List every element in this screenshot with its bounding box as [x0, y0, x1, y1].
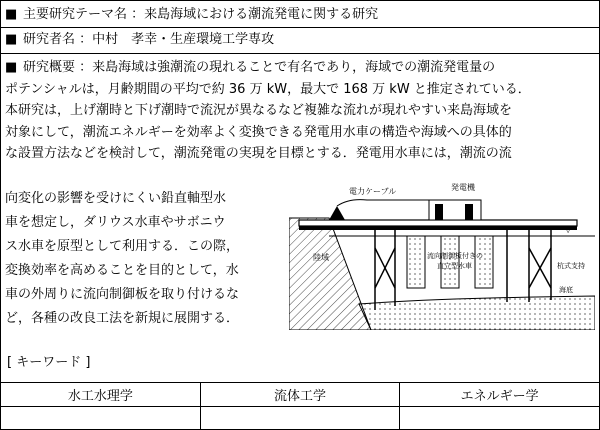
generator — [465, 204, 473, 220]
summary-line: ど，各種の改良工法を新規に展開する． — [5, 311, 240, 326]
keywords-heading: [ キーワード ] — [7, 355, 91, 370]
keyword-cell: 水工水理学 — [1, 383, 200, 407]
table-row — [1, 383, 599, 407]
support-label: 杭式支持 — [557, 262, 585, 270]
keyword-cell — [400, 406, 599, 429]
square-bullet-icon: ■ — [5, 60, 18, 75]
vertical-turbine — [407, 236, 425, 288]
turbine-label-1: 流向制御板付きの — [427, 252, 483, 260]
summary-line: 車を想定し，ダリウス水車やサボニウ — [5, 215, 226, 230]
keyword-cell: 流体工学 — [200, 383, 399, 407]
table-row — [1, 406, 599, 429]
summary-line: ポテンシャルは，月齢期間の平均で約 36 万 kW，最大で 168 万 kW と推定されている． — [5, 81, 531, 97]
generator-label: 発電機 — [451, 183, 475, 192]
shore-label: 陸域 — [313, 253, 329, 262]
summary-body — [5, 57, 595, 165]
platform-deck — [299, 220, 577, 226]
theme-label: 主要研究テーマ名 — [23, 7, 128, 22]
platform-beam — [299, 226, 577, 230]
cable-label: 電力ケーブル — [349, 187, 397, 196]
researcher-row — [1, 30, 599, 50]
generator — [435, 204, 443, 220]
shore-land — [289, 218, 371, 330]
keywords-table — [1, 382, 599, 429]
divider — [1, 27, 599, 28]
summary-line: な設置方法などを検討して，潮流発電の実現を目標とする．発電用水車には，潮流の流 — [5, 146, 512, 161]
square-bullet-icon: ■ — [5, 32, 18, 47]
summary-line: 対象にして，潮流エネルギーを効率よく変換できる発電用水車の構造や海域への具体的 — [5, 124, 512, 140]
divider — [1, 53, 599, 54]
vertical-turbine — [475, 236, 493, 288]
theme-row — [1, 5, 599, 25]
keyword-cell: エネルギー学 — [400, 383, 599, 407]
square-bullet-icon: ■ — [5, 7, 18, 22]
turbine-label-2: 直立型水車 — [437, 262, 472, 270]
keyword-cell — [200, 406, 399, 429]
researcher-value: ：中村 孝幸・生産環境工学専攻 — [79, 32, 275, 47]
summary-line: ■ 研究概要 ：来島海域は強潮流の現れることで有名であり，海域での潮流発電量の — [5, 57, 595, 79]
summary-line: 車の外周りに流向制御板を取り付けるな — [5, 287, 240, 302]
power-cable — [337, 200, 439, 212]
researcher-label: 研究者名 — [23, 32, 76, 47]
summary-line: 向変化の影響を受けにくい鉛直軸型水 — [5, 191, 227, 206]
summary-line: 本研究は，上げ潮時と下げ潮時で流況が異なるなど複雑な流れが現れやすい来島海域を — [5, 103, 513, 118]
summary-wrap-text — [5, 187, 283, 331]
theme-value: ：来島海域における潮流発電に関する研究 — [131, 7, 379, 22]
summary-line: ス水車を原型として利用する．この際， — [5, 239, 240, 254]
anchor-frame — [329, 206, 345, 220]
seabed-label: 海底 — [559, 286, 573, 294]
keyword-cell — [1, 406, 200, 429]
summary-line: 変換効率を高めることを目的として，水 — [5, 263, 239, 278]
tidal-turbine-diagram — [289, 178, 595, 330]
